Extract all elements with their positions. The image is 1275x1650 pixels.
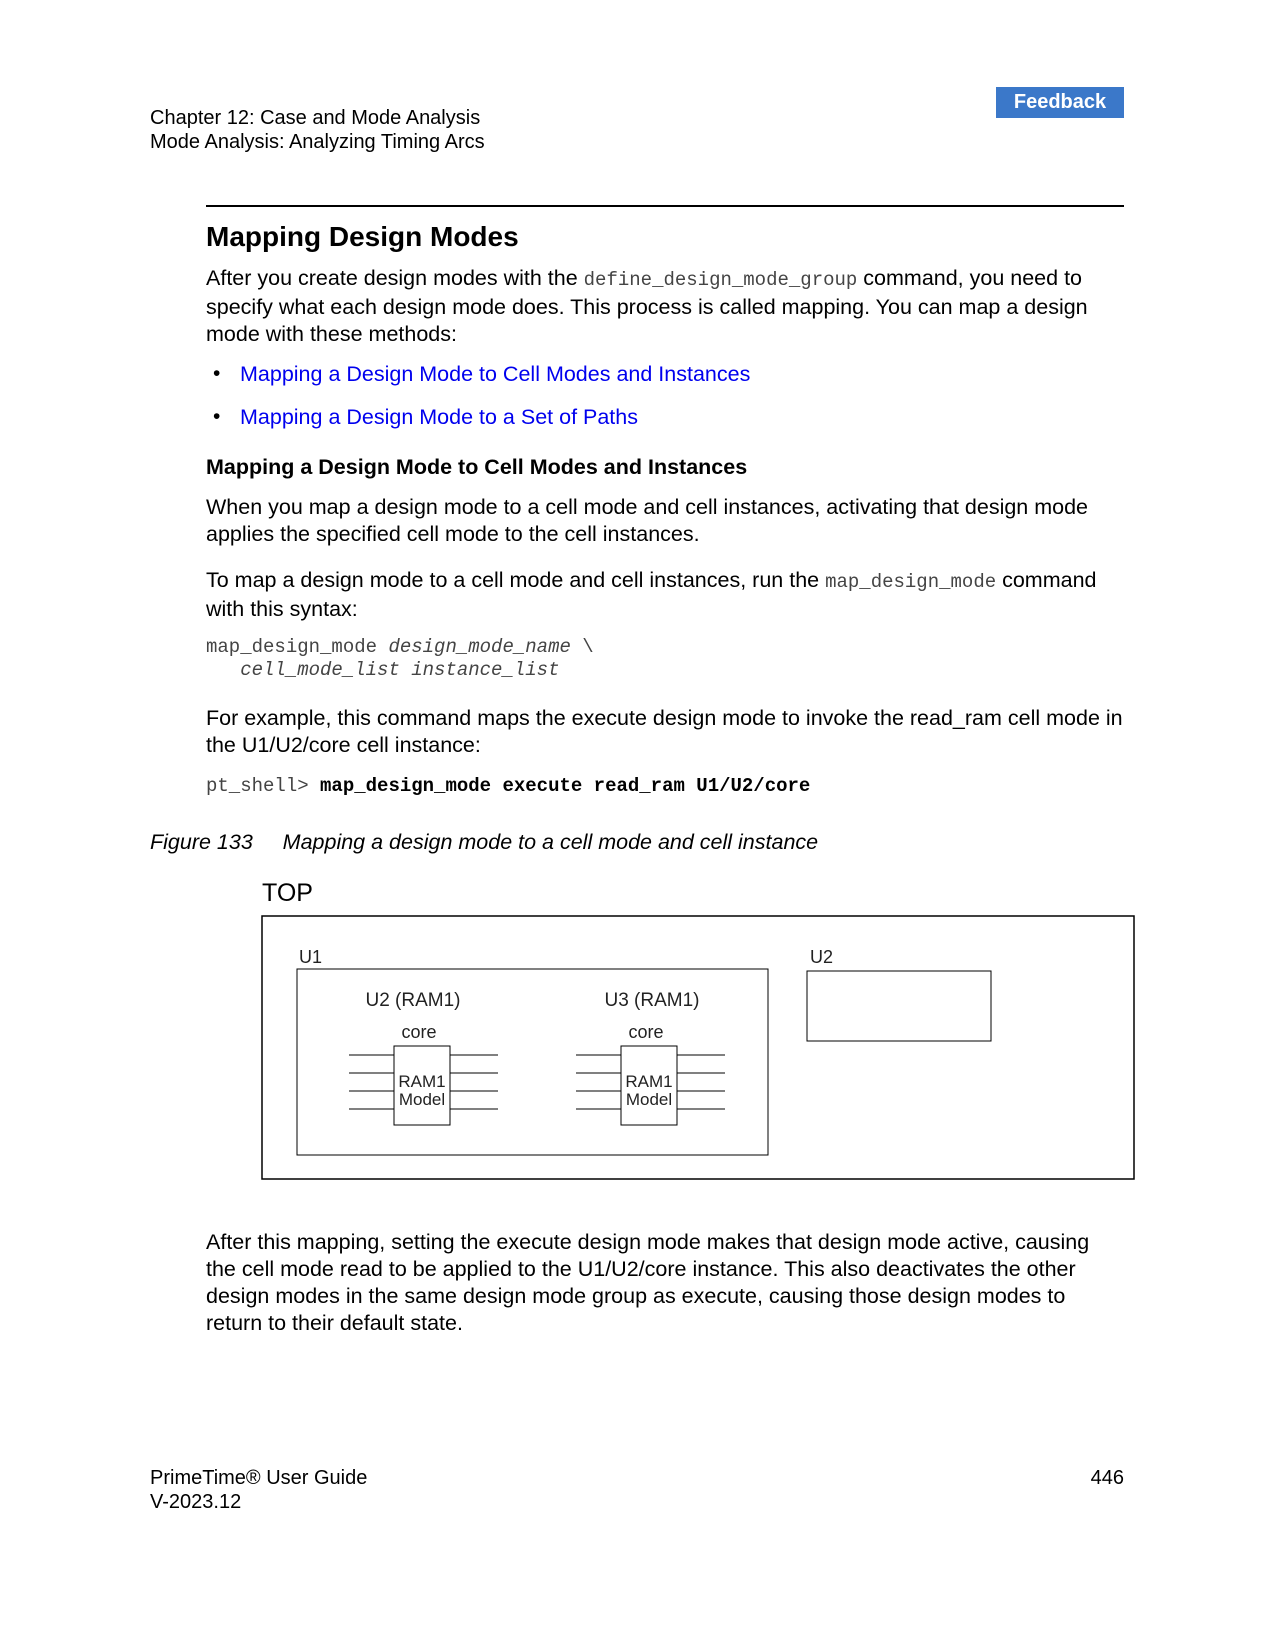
example-command-text: map_design_mode execute read_ram U1/U2/core [320,775,811,797]
intro-text-1: After you create design modes with the [206,266,584,290]
para2-text-2: command with this syntax: [206,568,1097,621]
ram-left-inst: core [401,1022,437,1042]
figure-caption-text: Mapping a design mode to a cell mode and cell instance [282,830,819,854]
subheading: Mapping a Design Mode to Cell Modes and Instances [206,455,748,479]
ram-right-title: U3 (RAM1) [604,990,700,1011]
ram-left-box-line2: Model [398,1090,446,1109]
footer-title: PrimeTime® User Guide [150,1467,368,1489]
ram-right-box-line1: RAM1 [625,1072,673,1091]
page-title: Mapping Design Modes [206,221,519,252]
u1-label: U1 [299,947,323,967]
paragraph-1: When you map a design mode to a cell mode and cell instances, activating that design mode applies the specified cell mode to the cell instances. [206,495,1089,546]
top-label: TOP [262,879,313,907]
para2-code: map_design_mode [825,571,997,593]
syntax-arg1: design_mode_name [388,636,571,658]
u2-label: U2 [810,947,834,967]
ram-right-inst: core [628,1022,664,1042]
chapter-title: Chapter 12: Case and Mode Analysis [150,107,481,129]
bullet-marker: • [213,405,221,428]
feedback-button[interactable]: Feedback [996,87,1124,118]
intro-code: define_design_mode_group [583,269,858,291]
bullet-marker: • [213,362,221,385]
paragraph-3: For example, this command maps the execute design mode to invoke the read_ram cell mode in the U1/U2/core cell instance: [206,706,1123,757]
link-cell-modes[interactable]: Mapping a Design Mode to Cell Modes and Instances [240,362,751,386]
u2-block [807,971,991,1041]
paragraph-4: After this mapping, setting the execute design mode makes that design mode active, causing the cell mode read to be applied to the U1/U2/core instance. This also deactivates the other design modes in the same design mode group as execute, causing those design modes to return to their default state. [206,1230,1090,1335]
ram-left-box-line1: RAM1 [398,1072,446,1091]
ram-right-box-line2: Model [625,1090,673,1109]
syntax-cont: \ [570,636,594,658]
para2-text-1: To map a design mode to a cell mode and cell instances, run the [206,568,826,592]
ram-left-title: U2 (RAM1) [365,990,461,1011]
link-set-of-paths[interactable]: Mapping a Design Mode to a Set of Paths [240,405,638,429]
figure-number: Figure 133 [150,830,253,854]
footer-version: V-2023.12 [150,1491,242,1513]
example-prompt: pt_shell> [206,775,321,797]
syntax-cmd: map_design_mode [206,636,389,658]
page-number: 446 [1090,1467,1124,1489]
top-block [262,916,1134,1179]
syntax-arg2: cell_mode_list instance_list [240,659,560,681]
section-title: Mode Analysis: Analyzing Timing Arcs [150,131,485,153]
intro-text-2: command, you need to specify what each design mode does. This process is called mapping. You can map a design mode with these methods: [206,266,1088,346]
